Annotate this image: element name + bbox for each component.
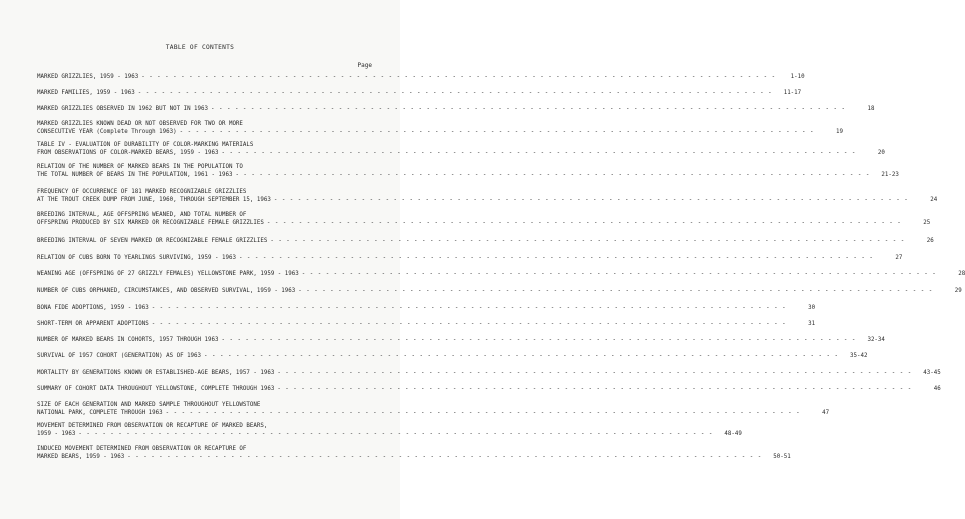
dot-leader: - - - - - - - - - - - - - - - - - - - - - - - - - - - - - - - - - - - - - - - - - - - - - - - - - - - - - - - - - - - - - - - - - - - - - - - - - - - - - - - - — [238, 255, 874, 261]
toc-page-number: 11-17 — [783, 90, 802, 96]
toc-entry — [37, 320, 816, 328]
toc-page-number: 20 — [877, 150, 885, 157]
toc-entry — [37, 73, 805, 81]
dot-leader: - - - - - - - - - - - - - - - - - - - - - - - - - - - - - - - - - - - - - - - - - - - - - - - - - - - - - - - - - - - - - - - - - - - - - - - - - - - - - - - - — [273, 197, 909, 204]
dot-leader: - - - - - - - - - - - - - - - - - - - - - - - - - - - - - - - - - - - - - - - - - - - - - - - - - - - - - - - - - - - - - - - - - - - - - - - - - - - - - - - - — [78, 431, 713, 438]
toc-entry — [37, 211, 931, 227]
toc-page-number: 27 — [895, 255, 903, 261]
toc-entry — [37, 336, 885, 344]
toc-entry — [37, 352, 868, 360]
toc-entry — [37, 445, 791, 461]
toc-entry-text: BREEDING INTERVAL, AGE OFFSPRING WEANED, AND TOTAL NUMBER OF — [37, 212, 247, 218]
toc-entry-text: RELATION OF THE NUMBER OF MARKED BEARS IN THE POPULATION TO — [37, 164, 243, 170]
toc-entry — [37, 163, 899, 179]
toc-entry-text: MARKED BEARS, 1959 - 1963 — [37, 454, 125, 461]
toc-entry-text: NUMBER OF MARKED BEARS IN COHORTS, 1957 THROUGH 1963 — [37, 337, 219, 343]
toc-entry-text: MOVEMENT DETERMINED FROM OBSERVATION OR RECAPTURE OF MARKED BEARS, — [37, 423, 268, 429]
dot-leader: - - - - - - - - - - - - - - - - - - - - - - - - - - - - - - - - - - - - - - - - - - - - - - - - - - - - - - - - - - - - - - - - - - - - - - - - - - - - - - - - — [277, 386, 912, 392]
toc-page-number: 24 — [930, 197, 938, 204]
toc-entry — [37, 120, 844, 136]
toc-page-number: 48-49 — [724, 431, 742, 438]
dot-leader: - - - - - - - - - - - - - - - - - - - - - - - - - - - - - - - - - - - - - - - - - - - - - - - - - - - - - - - - - - - - - - - - - - - - - - - - - - - - - - - - — [137, 90, 773, 96]
toc-entry-text: NUMBER OF CUBS ORPHANED, CIRCUMSTANCES, AND OBSERVED SURVIVAL, 1959 - 1963 — [37, 288, 296, 294]
toc-page-number: 28 — [958, 271, 965, 277]
toc-page-number: 35-42 — [850, 353, 868, 359]
toc-entry — [37, 304, 816, 312]
dot-leader: - - - - - - - - - - - - - - - - - - - - - - - - - - - - - - - - - - - - - - - - - - - - - - - - - - - - - - - - - - - - - - - - - - - - - - - - - - - - - - - - — [211, 106, 846, 112]
toc-page-number: 46 — [933, 386, 941, 392]
toc-entry-text: NATIONAL PARK, COMPLETE THROUGH 1963 — [37, 410, 163, 417]
toc-page-number: 50-51 — [773, 454, 791, 461]
toc-entry-text: MARKED GRIZZLIES KNOWN DEAD OR NOT OBSERVED FOR TWO OR MORE — [37, 121, 243, 127]
toc-entry-text: CONSECUTIVE YEAR (Complete Through 1963) — [37, 129, 177, 136]
toc-entry-text: WEANING AGE (OFFSPRING OF 27 GRIZZLY FEMALES) YELLOWSTONE PARK, 1959 - 1963 — [37, 271, 299, 277]
toc-page-number: 21-23 — [881, 172, 899, 179]
toc-entry — [37, 105, 875, 113]
toc-entry-text: SUMMARY OF COHORT DATA THROUGHOUT YELLOWSTONE, COMPLETE THROUGH 1963 — [37, 386, 275, 392]
toc-entry-text: THE TOTAL NUMBER OF BEARS IN THE POPULATION, 1961 - 1963 — [37, 172, 233, 179]
toc-entry-text: MORTALITY BY GENERATIONS KNOWN OR ESTABLISHED-AGE BEARS, 1957 - 1963 — [37, 370, 275, 376]
toc-entry-text: AT THE TROUT CREEK DUMP FROM JUNE, 1960, THROUGH SEPTEMBER 15, 1963 — [37, 197, 271, 204]
toc-entry-text: MARKED GRIZZLIES OBSERVED IN 1962 BUT NOT IN 1963 — [37, 106, 209, 112]
dot-leader: - - - - - - - - - - - - - - - - - - - - - - - - - - - - - - - - - - - - - - - - - - - - - - - - - - - - - - - - - - - - - - - - - - - - - - - - - - - - - - - - — [221, 150, 856, 157]
toc-entry-text: BREEDING INTERVAL OF SEVEN MARKED OR RECOGNIZABLE FEMALE GRIZZLIES — [37, 238, 268, 244]
toc-entry — [37, 141, 885, 157]
toc-entry — [37, 385, 941, 393]
toc-entry — [37, 270, 965, 278]
toc-entry-text: 1959 - 1963 — [37, 431, 76, 438]
toc-entry-text: TABLE IV - EVALUATION OF DURABILITY OF COLOR-MARKING MATERIALS — [37, 142, 254, 148]
toc-page-number: 1-10 — [790, 74, 805, 80]
toc-entry-text: FROM OBSERVATIONS OF COLOR-MARKED BEARS, 1959 - 1963 — [37, 150, 219, 157]
toc-entry-text: BONA FIDE ADOPTIONS, 1959 - 1963 — [37, 305, 149, 311]
toc-entry-text: SHORT-TERM OR APPARENT ADOPTIONS — [37, 321, 149, 327]
toc-entry-text: FREQUENCY OF OCCURRENCE OF 181 MARKED RECOGNIZABLE GRIZZLIES — [37, 189, 247, 195]
toc-entry-text: MARKED GRIZZLIES, 1959 - 1963 — [37, 74, 139, 80]
toc-page-number: 25 — [923, 220, 931, 227]
dot-leader: - - - - - - - - - - - - - - - - - - - - - - - - - - - - - - - - - - - - - - - - - - - - - - - - - - - - - - - - - - - - - - - - - - - - - - - - - - - - - - - - — [141, 74, 776, 80]
toc-entry — [37, 188, 938, 204]
toc-entry — [37, 401, 830, 417]
dot-leader: - - - - - - - - - - - - - - - - - - - - - - - - - - - - - - - - - - - - - - - - - - - - - - - - - - - - - - - - - - - - - - - - - - - - - - - - - - - - - - - - — [235, 172, 870, 179]
dot-leader: - - - - - - - - - - - - - - - - - - - - - - - - - - - - - - - - - - - - - - - - - - - - - - - - - - - - - - - - - - - - - - - - - - - - - - - - - - - - - - - - — [266, 220, 902, 227]
dot-leader: - - - - - - - - - - - - - - - - - - - - - - - - - - - - - - - - - - - - - - - - - - - - - - - - - - - - - - - - - - - - - - - - - - - - - - - - - - - - - - - - — [270, 238, 905, 244]
dot-leader: - - - - - - - - - - - - - - - - - - - - - - - - - - - - - - - - - - - - - - - - - - - - - - - - - - - - - - - - - - - - - - - - - - - - - - - - - - - - - - - - — [298, 288, 933, 294]
toc-entry — [37, 89, 802, 97]
page-column-header: Page — [357, 62, 372, 69]
dot-leader: - - - - - - - - - - - - - - - - - - - - - - - - - - - - - - - - - - - - - - - - - - - - - - - - - - - - - - - - - - - - - - - - - - - - - - - - - - - - - - - - — [221, 337, 856, 343]
dot-leader: - - - - - - - - - - - - - - - - - - - - - - - - - - - - - - - - - - - - - - - - - - - - - - - - - - - - - - - - - - - - - - - - - - - - - - - - - - - - - - - - — [277, 370, 912, 376]
toc-page-number: 30 — [808, 305, 816, 311]
toc-entry — [37, 237, 934, 245]
page-title: TABLE OF CONTENTS — [165, 44, 235, 51]
dot-leader: - - - - - - - - - - - - - - - - - - - - - - - - - - - - - - - - - - - - - - - - - - - - - - - - - - - - - - - - - - - - - - - - - - - - - - - - - - - - - - - - — [204, 353, 839, 359]
toc-entry-text: SIZE OF EACH GENERATION AND MARKED SAMPLE THROUGHOUT YELLOWSTONE — [37, 402, 261, 408]
dot-leader: - - - - - - - - - - - - - - - - - - - - - - - - - - - - - - - - - - - - - - - - - - - - - - - - - - - - - - - - - - - - - - - - - - - - - - - - - - - - - - - - — [151, 321, 787, 327]
toc-entry — [37, 287, 962, 295]
toc-page-number: 19 — [836, 129, 844, 136]
toc-entry-text: INDUCED MOVEMENT DETERMINED FROM OBSERVATION OR RECAPTURE OF — [37, 446, 247, 452]
toc-page-number: 43-45 — [923, 370, 941, 376]
toc-page-number: 32-34 — [867, 337, 885, 343]
toc-entry-text: SURVIVAL OF 1957 COHORT (GENERATION) AS OF 1963 — [37, 353, 202, 359]
dot-leader: - - - - - - - - - - - - - - - - - - - - - - - - - - - - - - - - - - - - - - - - - - - - - - - - - - - - - - - - - - - - - - - - - - - - - - - - - - - - - - - - — [127, 454, 762, 461]
toc-page-number: 47 — [822, 410, 830, 417]
dot-leader: - - - - - - - - - - - - - - - - - - - - - - - - - - - - - - - - - - - - - - - - - - - - - - - - - - - - - - - - - - - - - - - - - - - - - - - - - - - - - - - - — [179, 129, 815, 136]
toc-page-number: 29 — [954, 288, 962, 294]
toc-entry — [37, 422, 742, 438]
toc-page-number: 31 — [808, 321, 816, 327]
toc-page-number: 26 — [926, 238, 934, 244]
toc-entry-text: RELATION OF CUBS BORN TO YEARLINGS SURVIVING, 1959 - 1963 — [37, 255, 236, 261]
dot-leader: - - - - - - - - - - - - - - - - - - - - - - - - - - - - - - - - - - - - - - - - - - - - - - - - - - - - - - - - - - - - - - - - - - - - - - - - - - - - - - - - — [165, 410, 801, 417]
dot-leader: - - - - - - - - - - - - - - - - - - - - - - - - - - - - - - - - - - - - - - - - - - - - - - - - - - - - - - - - - - - - - - - - - - - - - - - - - - - - - - - - — [301, 271, 937, 277]
toc-page-number: 18 — [867, 106, 875, 112]
toc-entry — [37, 254, 903, 262]
toc-entry-text: MARKED FAMILIES, 1959 - 1963 — [37, 90, 135, 96]
toc-entry — [37, 369, 941, 377]
toc-entry-text: OFFSPRING PRODUCED BY SIX MARKED OR RECOGNIZABLE FEMALE GRIZZLIES — [37, 220, 264, 227]
dot-leader: - - - - - - - - - - - - - - - - - - - - - - - - - - - - - - - - - - - - - - - - - - - - - - - - - - - - - - - - - - - - - - - - - - - - - - - - - - - - - - - - — [151, 305, 787, 311]
